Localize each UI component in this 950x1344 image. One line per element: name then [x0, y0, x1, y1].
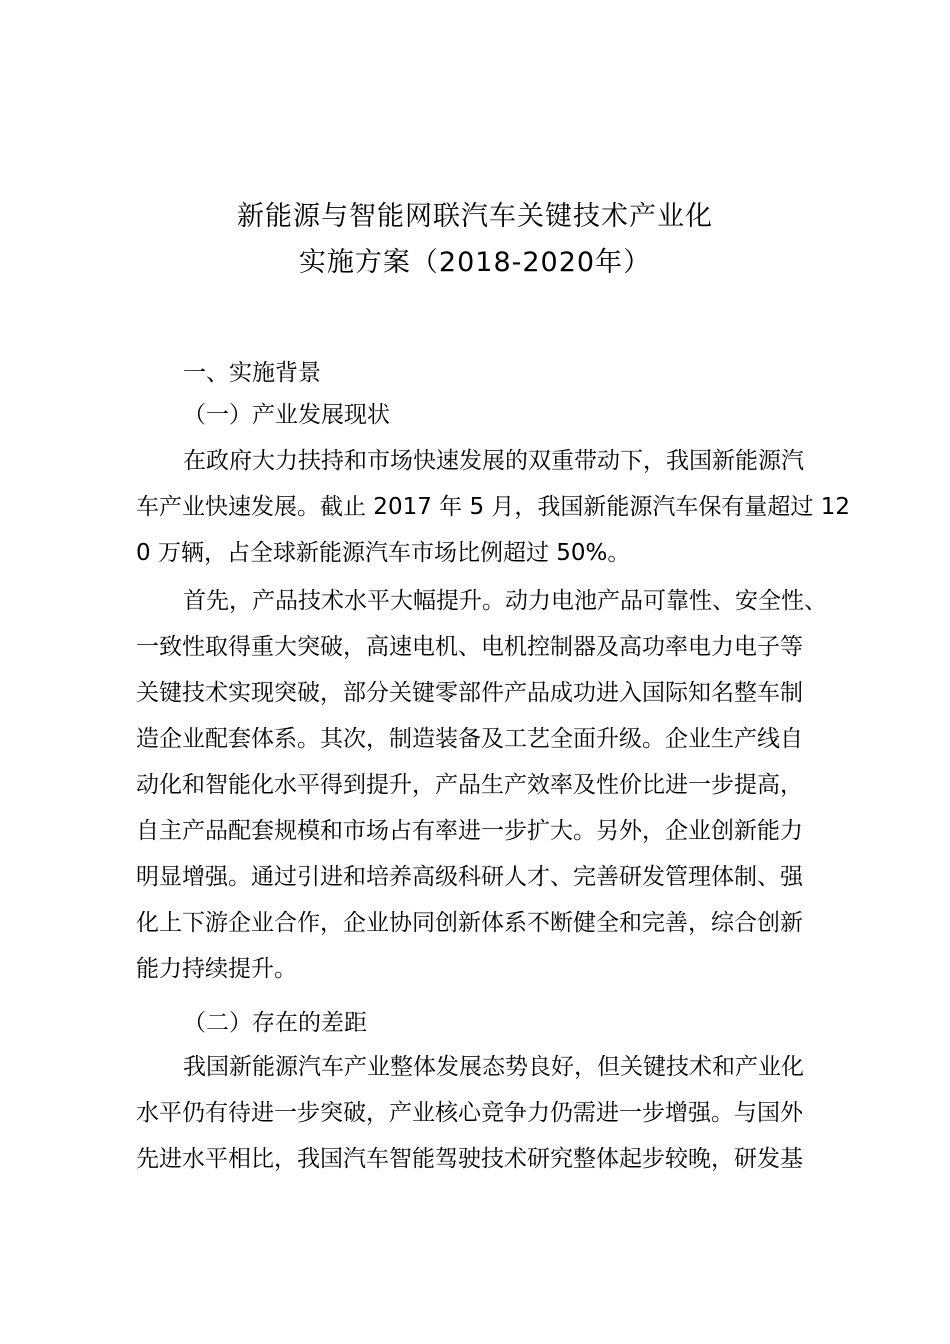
subsection-heading-status: （一）产业发展现状 — [183, 402, 390, 428]
paragraph-line: 动化和智能化水平得到提升，产品生产效率及性价比进一步提高， — [136, 772, 803, 798]
document-title-line-1: 新能源与智能网联汽车关键技术产业化 — [237, 201, 713, 232]
paragraph-line: 0 万辆，占全球新能源汽车市场比例超过 50%。 — [136, 540, 631, 566]
document-title-line-2: 实施方案（2018-2020年） — [298, 247, 652, 278]
subsection-heading-gaps: （二）存在的差距 — [183, 1010, 367, 1036]
paragraph-line: 自主产品配套规模和市场占有率进一步扩大。另外，企业创新能力 — [136, 818, 803, 844]
paragraph-line: 明显增强。通过引进和培养高级科研人才、完善研发管理体制、强 — [136, 864, 803, 890]
section-heading-background: 一、实施背景 — [183, 360, 321, 386]
paragraph-line: 一致性取得重大突破，高速电机、电机控制器及高功率电力电子等 — [136, 634, 803, 660]
paragraph-gaps — [136, 1044, 826, 1182]
paragraph-line: 首先，产品技术水平大幅提升。动力电池产品可靠性、安全性、 — [183, 588, 827, 614]
paragraph-line: 我国新能源汽车产业整体发展态势良好，但关键技术和产业化 — [183, 1054, 804, 1080]
paragraph-line: 能力持续提升。 — [136, 956, 297, 982]
paragraph-industry-status — [136, 438, 850, 576]
paragraph-line: 造企业配套体系。其次，制造装备及工艺全面升级。企业生产线自 — [136, 726, 803, 752]
paragraph-line: 关键技术实现突破，部分关键零部件产品成功进入国际知名整车制 — [136, 680, 803, 706]
paragraph-progress — [136, 578, 826, 992]
paragraph-line: 化上下游企业合作，企业协同创新体系不断健全和完善，综合创新 — [136, 910, 803, 936]
paragraph-line: 车产业快速发展。截止 2017 年 5 月，我国新能源汽车保有量超过 12 — [136, 494, 850, 520]
paragraph-line: 在政府大力扶持和市场快速发展的双重带动下，我国新能源汽 — [183, 448, 804, 474]
paragraph-line: 水平仍有待进一步突破，产业核心竞争力仍需进一步增强。与国外 — [136, 1100, 803, 1126]
paragraph-line: 先进水平相比，我国汽车智能驾驶技术研究整体起步较晚，研发基 — [136, 1146, 803, 1172]
